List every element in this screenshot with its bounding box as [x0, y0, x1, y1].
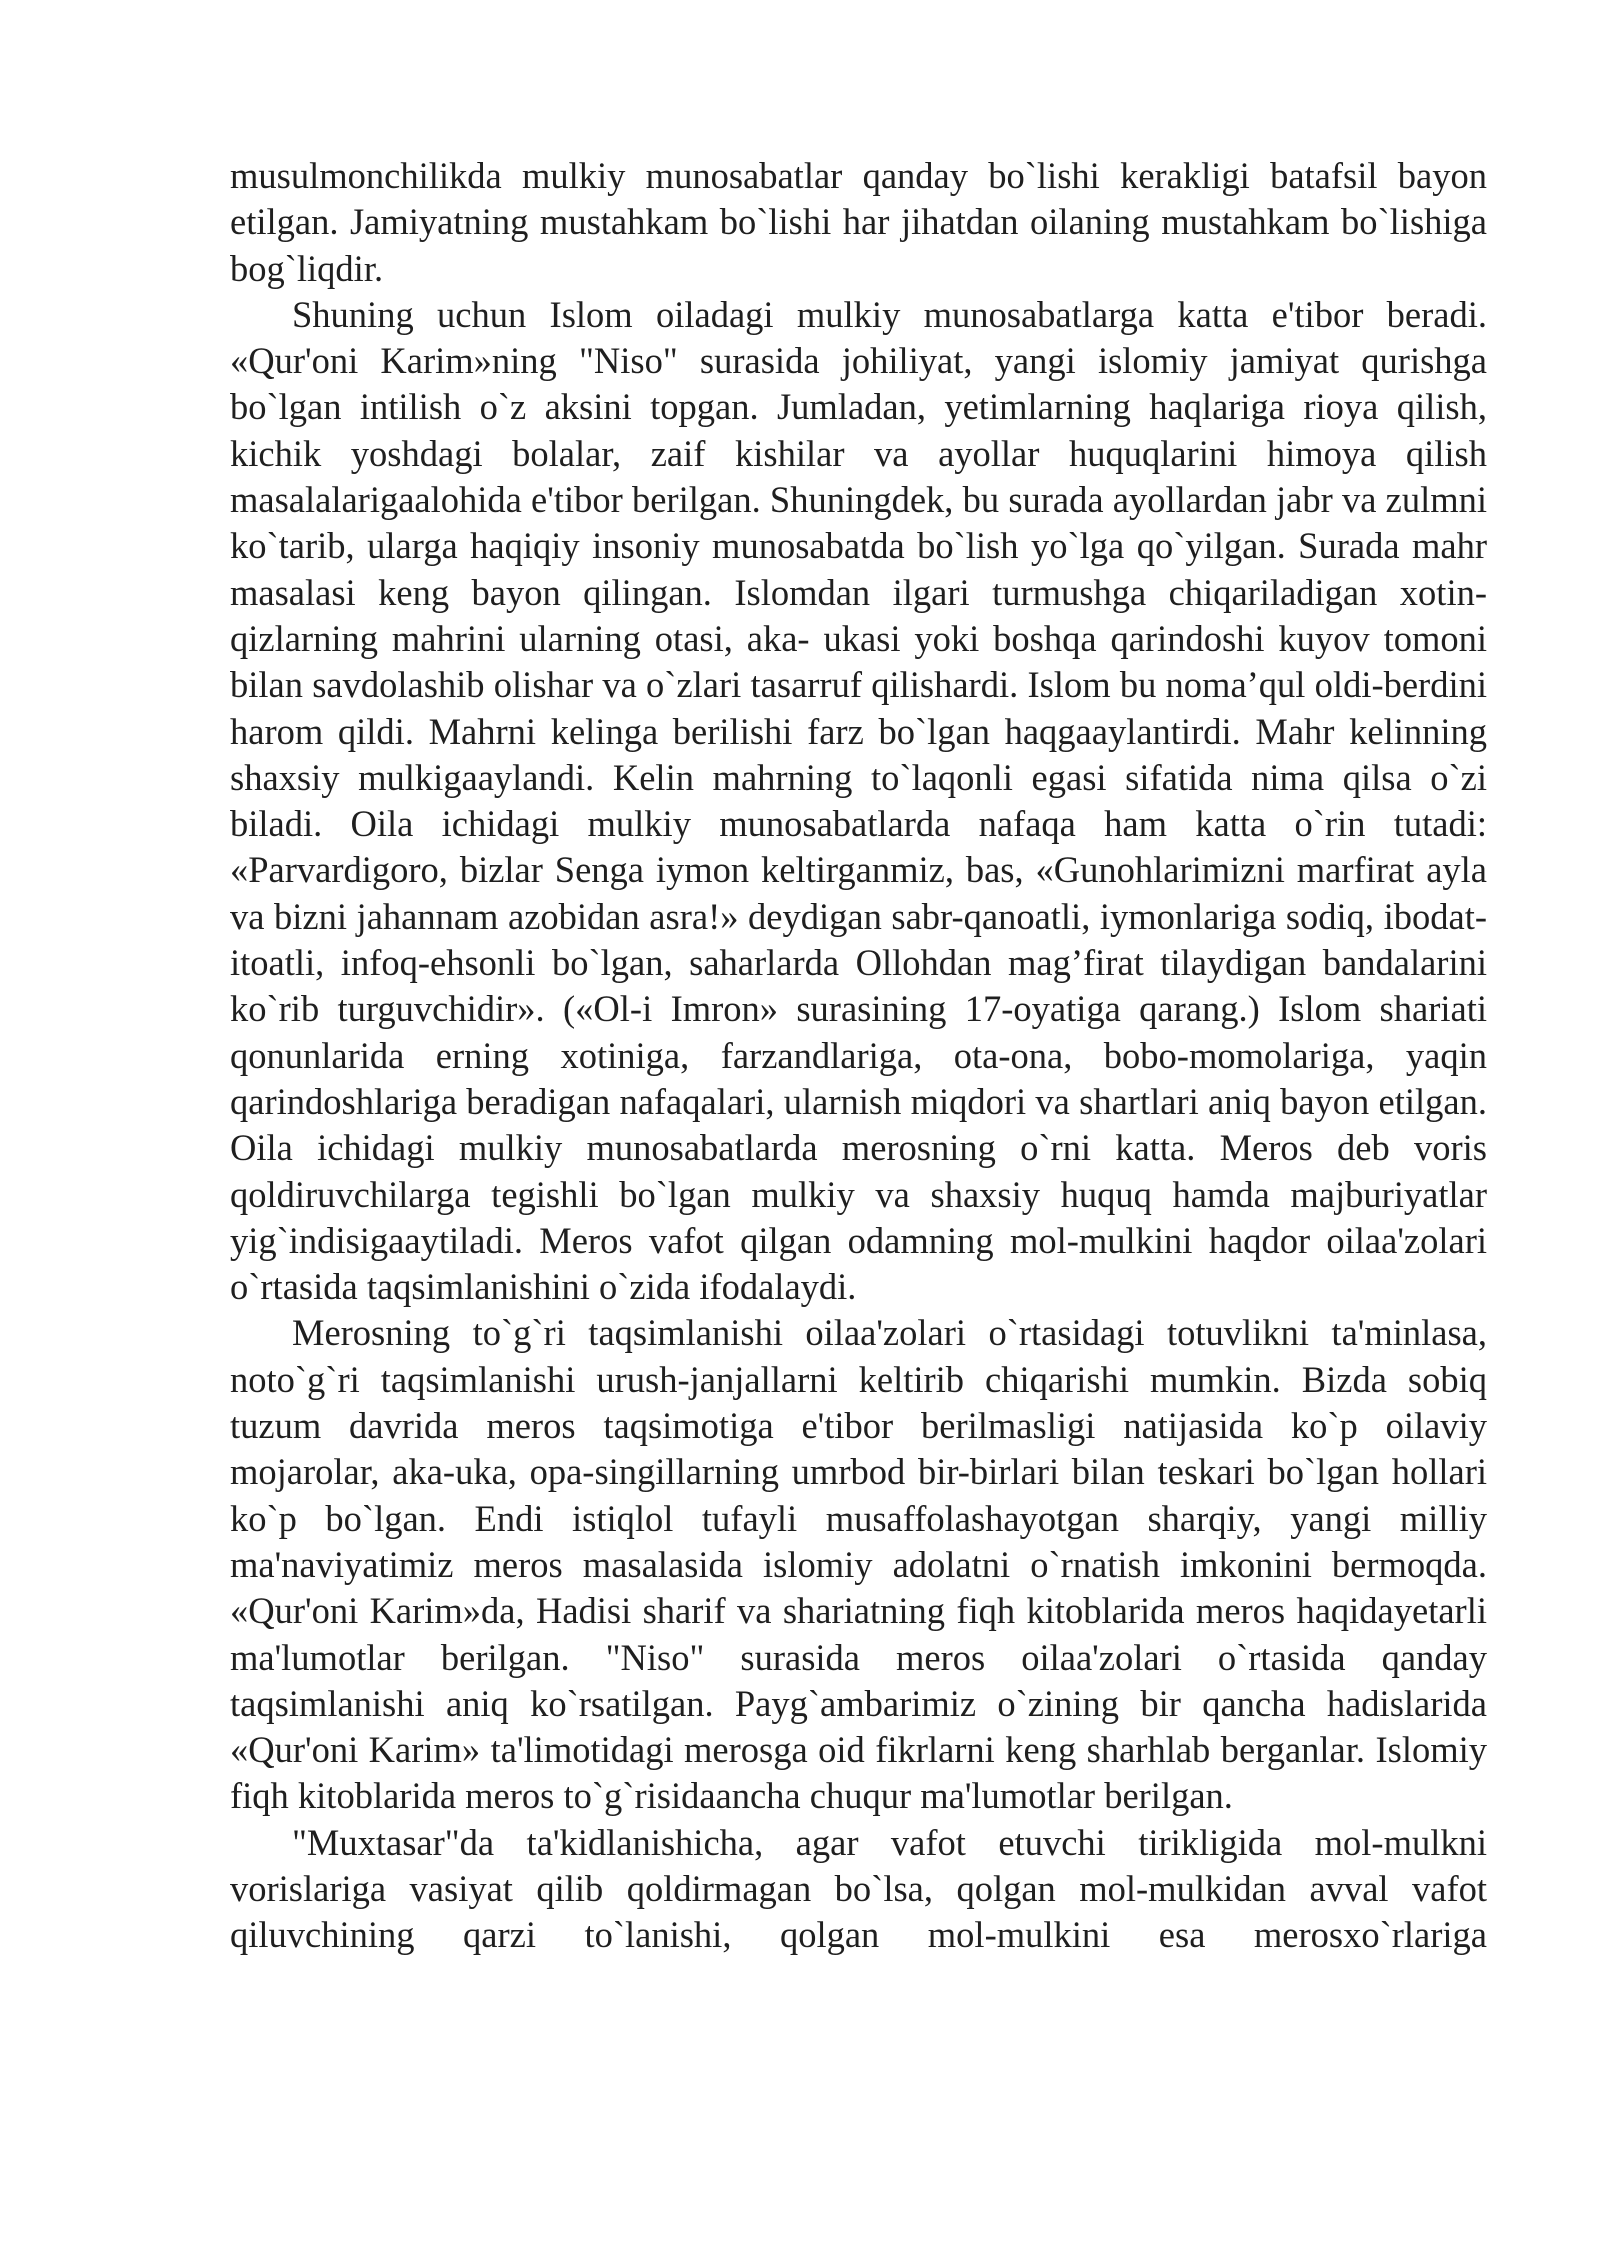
document-page	[230, 153, 1487, 1959]
paragraph-4: "Muxtasar"da ta'kidlanishicha, agar vafot etuvchi tirikligida mol-mulkni vorislariga vasiyat qilib qoldirmagan bo`lsa, qolgan mol-mulkidan avval vafot qiluvchining qarzi to`lanishi, qolgan mol-mulkini esa merosxo`rlariga	[230, 1821, 1487, 1956]
paragraph-2: Shuning uchun Islom oiladagi mulkiy munosabatlarga katta e'tibor beradi. «Qur'oni Karim»ning "Niso" surasida johiliyat, yangi islomiy jamiyat qurishga bo`lgan intilish o`z aksini topgan. Jumladan, yetimlarning haqlariga rioya qilish, kichik yoshdagi bolalar, zaif kishilar va ayollar huquqlarini himoya qilish masalalarigaalohida e'tibor berilgan. Shuningdek, bu surada ayollardan jabr va zulmni ko`tarib, ularga haqiqiy insoniy munosabatda bo`lish yo`lga qo`yilgan. Surada mahr masalasi keng bayon qilingan. Islomdan ilgari turmushga chiqariladigan xotin-qizlarning mahrini ularning otasi, aka- ukasi yoki boshqa qarindoshi kuyov tomoni bilan savdolashib olishar va o`zlari tasarruf qilishardi. Islom bu noma’qul oldi-berdini harom qildi. Mahrni kelinga berilishi farz bo`lgan haqgaaylantirdi. Mahr kelinning shaxsiy mulkigaaylandi. Kelin mahrning to`laqonli egasi sifatida nima qilsa o`zi biladi. Oila ichidagi mulkiy munosabatlarda nafaqa ham katta o`rin tutadi: «Parvardigoro, bizlar Senga iymon keltirganmiz, bas, «Gunohlarimizni marfirat ayla va bizni jahannam azobidan asra!» deydigan sabr-qanoatli, iymonlariga sodiq, ibodat-itoatli, infoq-ehsonli bo`lgan, saharlarda Ollohdan mag’firat tilaydigan bandalarini ko`rib turguvchidir». («Ol-i Imron» surasining 17-oyatiga qarang.) Islom shariati qonunlarida erning xotiniga, farzandlariga, ota-ona, bobo-momolariga, yaqin qarindoshlariga beradigan nafaqalari, ularnish miqdori va shartlari aniq bayon etilgan. Oila ichidagi mulkiy munosabatlarda merosning o`rni katta. Meros deb voris qoldiruvchilarga tegishli bo`lgan mulkiy va shaxsiy huquq hamda majburiyatlar yig`indisigaaytiladi. Meros vafot qilgan odamning mol-mulkini haqdor oilaa'zolari o`rtasida taqsimlanishini o`zida ifodalaydi.	[230, 293, 1487, 1308]
paragraph-3: Merosning to`g`ri taqsimlanishi oilaa'zolari o`rtasidagi totuvlikni ta'minlasa, noto`g`ri taqsimlanishi urush-janjallarni keltirib chiqarishi mumkin. Bizda sobiq tuzum davrida meros taqsimotiga e'tibor berilmasligi natijasida ko`p oilaviy mojarolar, aka-uka, opa-singillarning umrbod bir-birlari bilan teskari bo`lgan hollari ko`p bo`lgan. Endi istiqlol tufayli musaffolashayotgan sharqiy, yangi milliy ma'naviyatimiz meros masalasida islomiy adolatni o`rnatish imkonini bermoqda. «Qur'oni Karim»da, Hadisi sharif va shariatning fiqh kitoblarida meros haqidayetarli ma'lumotlar berilgan. "Niso" surasida meros oilaa'zolari o`rtasida qanday taqsimlanishi aniq ko`rsatilgan. Payg`ambarimiz o`zining bir qancha hadislarida «Qur'oni Karim» ta'limotidagi merosga oid fikrlarni keng sharhlab berganlar. Islomiy fiqh kitoblarida meros to`g`risidaancha chuqur ma'lumotlar berilgan.	[230, 1312, 1487, 1817]
paragraph-1: musulmonchilikda mulkiy munosabatlar qanday bo`lishi kerakligi batafsil bayon etilgan. Jamiyatning mustahkam bo`lishi har jihatdan oilaning mustahkam bo`lishiga bog`liqdir.	[230, 155, 1487, 289]
